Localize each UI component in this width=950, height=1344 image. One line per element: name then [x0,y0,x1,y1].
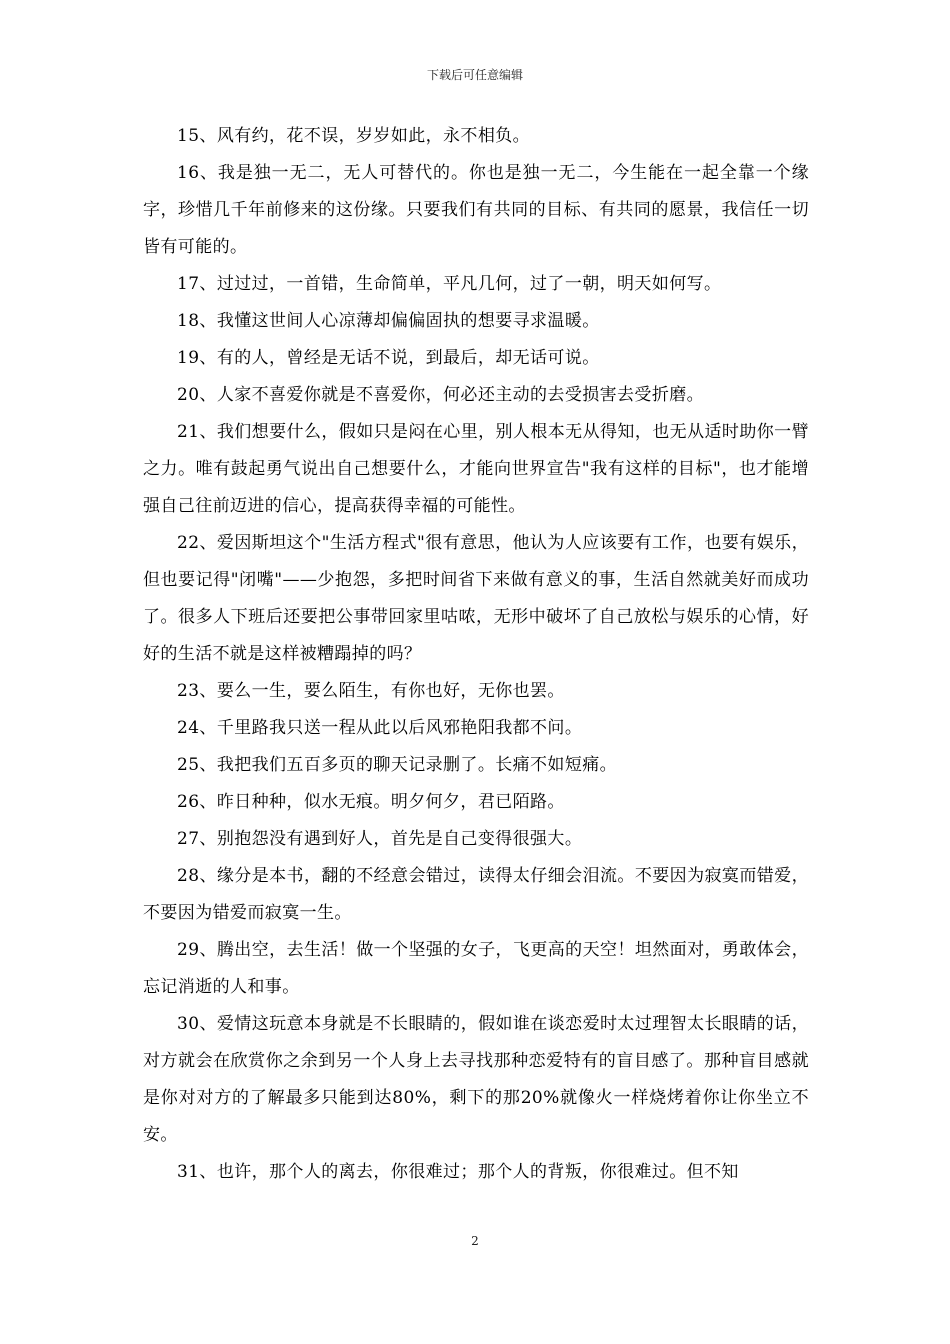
paragraph: 26、昨日种种，似水无痕。明夕何夕，君已陌路。 [177,792,565,812]
paragraph: 22、爱因斯坦这个"生活方程式"很有意思，他认为人应该要有工作，也要有娱乐，但也要记得"闭嘴"——少抱怨，多把时间省下来做有意义的事，生活自然就美好而成功了。很多人下班后还要把公事带回家里咕哝，无形中破坏了自己放松与娱乐的心情，好好的生活不就是这样被糟蹋掉的吗？ [143,533,809,664]
paragraph: 16、我是独一无二，无人可替代的。你也是独一无二，今生能在一起全靠一个缘字，珍惜几千年前修来的这份缘。只要我们有共同的目标、有共同的愿景，我信任一切皆有可能的。 [143,163,809,257]
paragraph: 23、要么一生，要么陌生，有你也好，无你也罢。 [177,681,565,701]
paragraph: 15、风有约，花不误，岁岁如此，永不相负。 [177,126,531,146]
body-text [143,118,809,1191]
paragraph: 17、过过过，一首错，生命简单，平凡几何，过了一朝，明天如何写。 [177,274,722,294]
paragraph: 27、别抱怨没有遇到好人，首先是自己变得很强大。 [177,829,583,849]
paragraph: 29、腾出空，去生活！做一个坚强的女子，飞更高的天空！坦然面对，勇敢体会，忘记消逝的人和事。 [143,940,809,997]
paragraph: 31、也许，那个人的离去，你很难过；那个人的背叛，你很难过。但不知 [177,1162,739,1182]
page-header: 下载后可任意编辑 [426,68,523,82]
paragraph: 19、有的人，曾经是无话不说，到最后，却无话可说。 [177,348,600,368]
paragraph: 24、千里路我只送一程从此以后风邪艳阳我都不问。 [177,718,583,738]
paragraph: 20、人家不喜爱你就是不喜爱你，何必还主动的去受损害去受折磨。 [177,385,705,405]
paragraph: 30、爱情这玩意本身就是不长眼睛的，假如谁在谈恋爱时太过理智太长眼睛的话，对方就会在欣赏你之余到另一个人身上去寻找那种恋爱特有的盲目感了。那种盲目感就是你对对方的了解最多只能到达80%，剩下的那20%就像火一样烧烤着你让你坐立不安。 [143,1014,809,1145]
page-number: 2 [471,1234,479,1248]
paragraph: 18、我懂这世间人心凉薄却偏偏固执的想要寻求温暖。 [177,311,600,331]
paragraph: 28、缘分是本书，翻的不经意会错过，读得太仔细会泪流。不要因为寂寞而错爱，不要因为错爱而寂寞一生。 [143,866,809,923]
paragraph: 25、我把我们五百多页的聊天记录删了。长痛不如短痛。 [177,755,618,775]
paragraph: 21、我们想要什么，假如只是闷在心里，别人根本无从得知，也无从适时助你一臂之力。唯有鼓起勇气说出自己想要什么，才能向世界宣告"我有这样的目标"，也才能增强自己往前迈进的信心，提高获得幸福的可能性。 [143,422,809,516]
